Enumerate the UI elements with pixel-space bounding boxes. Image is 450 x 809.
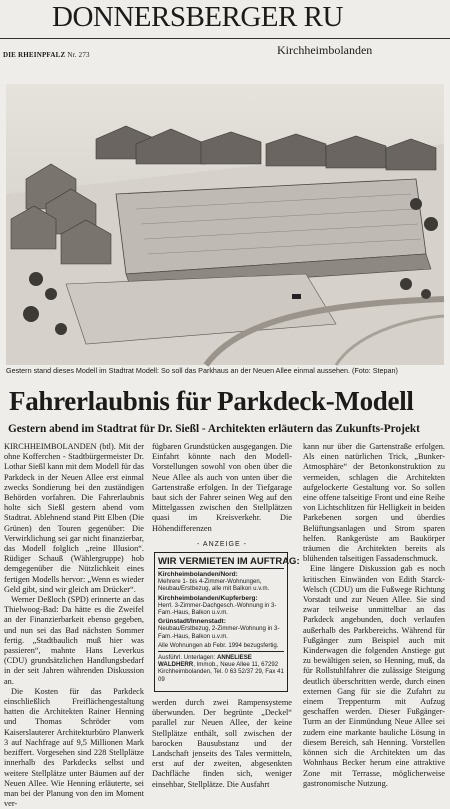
ad-entry — [158, 571, 284, 593]
ad-entry-heading: Kirchheimbolanden/Kupferberg: — [158, 594, 258, 602]
paragraph: Werner Deßloch (SPD) erinnerte an das Thielwoog-Bad: Da hätte es die Zweifel an der Finanzierbarkeit ebenso gegeben, und nun sei das Bad nächsten Sommer fertig. „Stadtbaulich muß hier was passieren“, mahnte Hans Leverkus (CDU) grundsätzlichen Handlungsbedarf in der seit Jahren währenden Diskussion an. — [4, 595, 144, 686]
ad-contact-details: , Immob., Neue Allee 11, 67292 Kirchheimbolanden, Tel. 0 63 52/37 29, Fax 41 09 — [158, 661, 284, 683]
ad-entry-text: Neubau/Erstbezug, 2-Zimmer-Wohnung in 3-Fam.-Haus, Balkon u.v.m. — [158, 625, 280, 640]
paper-name: DIE RHEINPFALZ — [3, 51, 66, 59]
ad-entry — [158, 595, 284, 617]
ad-contact-name: ANNELIESE WALDHERR — [158, 654, 252, 669]
article-column-1 — [4, 442, 144, 809]
masthead — [0, 0, 450, 59]
newspaper-section-title: DONNERSBERGER RU — [52, 1, 343, 33]
paragraph: KIRCHHEIMBOLANDEN (btl). Mit der ohne Kofferchen - Stadtbürgermeister Dr. Lothar Sießl kann mit dem Modell für das Parkdeck in der Neuen Allee erst einmal zwecks Sondierung bei den zuständigen Behörden vorfahren. Die Fahrerlaubnis holte sich Sießl gestern abend vom Stadtrat. Ablehnend stand Pitt Elben (Die Grünen) den Touren gegenüber: Die Verwirklichung sei gar nicht finanzierbar, das Modell folglich „reine Illusion“. Rüdiger Schauß (Wählergruppe) hob demgegenüber die Nützlichkeit eines fertigen Modells hervor: „Wenn es wieder Geld gibt, sind wir gleich am Drücker“. — [4, 442, 144, 594]
ad-contact — [158, 651, 284, 683]
article-subhead: Gestern abend im Stadtrat für Dr. Sießl - Architekten erläutern das Zukunfts-Projekt — [8, 423, 420, 435]
newspaper-name — [3, 51, 90, 59]
article-column-2 — [152, 442, 292, 542]
ad-entry-heading: Kirchheimbolanden/Nord: — [158, 571, 238, 578]
issue-number: Nr. 273 — [67, 51, 90, 59]
ad-availability: Alle Wohnungen ab Febr. 1994 bezugsfertig. — [158, 641, 279, 649]
advertisement-label: - ANZEIGE - — [197, 541, 247, 548]
ad-entry-heading: Grünstadt/Innenstadt: — [158, 618, 226, 626]
parkdeck-model-photo — [6, 84, 444, 365]
ad-contact-prefix: Ausführl. Unterlagen: — [158, 654, 216, 662]
ad-entry-text: Herrl. 3-Zimmer-Dachgesch.-Wohnung in 3-Fam.-Haus, Balkon u.v.m. — [158, 601, 277, 617]
rental-advertisement — [154, 552, 300, 692]
ad-entry-text: Mehrere 1- bis 4-Zimmer-Wohnungen, Neubau/Erstbezug, alle mit Balkon u.v.m. — [158, 578, 270, 593]
paragraph: werden durch zwei Rampensysteme überwunden. Der begrünte „Deckel“ parallel zur Neuen Allee, der keine Stellplätze enthält, soll zwischen der barocken Bausubstanz und der Landschaft jenseits des Tales vermitteln, erst auf der zweiten, abgesenkten Dachfläche finden sich, weniger einsehbar, Stellplätze. Die Ausfahrt — [152, 698, 292, 789]
paragraph: Eine längere Diskussion gab es noch kritischen Einwänden von Edith Starck-Welsch (CDU) um die Fußwege Richtung Vorstadt und zur Neuen Allee. Sie sind zwar teilweise unmittelbar an das Parkdeck angebunden, doch verlaufen außerhalb des Parkbereichs. Während für Fußgänger zum Beispiel auch mit Kinderwagen die folgenden Anstiege gut zu bewältigen seien, so Henning, muß, da für Rollstuhlfahrer die zulässige Steigung deutlich überschritten werde, durch einen externen Gang für sie die Zufahrt zu einem Treppenturm mit Aufzug geschaffen werden. Dieser Fußgänger-Turm an der Einmündung Neue Allee sei zudem eine markante bauliche Lösung in diesem Bereich, sah Henning. Vorstellen können sich die Architekten um das Wohnhaus Becker herum eine attraktive Zone mit Terrasse, möglicherweise gastronomische Nutzung. — [303, 564, 445, 788]
architectural-model-image — [6, 84, 444, 365]
article-column-2-continued — [152, 698, 292, 789]
article-column-3 — [303, 442, 445, 788]
ad-title: WIR VERMIETEN IM AUFTRAG: — [158, 556, 300, 567]
paragraph: fügbaren Grundstücken ausgegangen. Die Einfahrt könnte nach den Modell-Vorstellungen sowohl von oben über die Neue Allee als auch von unten über die Gartenstraße erfolgen. In der Tiefgarage baut sich der Fahrer seinen Weg auf den Mittelgassen zwischen den Stellplätzen quasi im Kreisverkehr. Die Höhendifferenzen — [152, 442, 292, 533]
region-label: Kirchheimbolanden — [277, 43, 373, 57]
paragraph: Die Kosten für das Parkdeck einschließlich Freiflächengestaltung hatten die Architekten Rainer Henning und Thomas Schröder vom Kaiserslauterer Architekturbüro Planwerk 3 auf Nachfrage auf 9,5 Millionen Mark beziffert. Vorgesehen sind 228 Stellplätze innerhalb des Parkdecks selbst und weitere Stellplätze unter Bäumen auf der Neuen Allee. Wie Henning erläuterte, sei man bei der Planung von den im Moment ver- — [4, 686, 144, 809]
masthead-rule — [0, 38, 450, 39]
ad-entry — [158, 618, 284, 640]
article-headline: Fahrerlaubnis für Parkdeck-Modell — [9, 386, 414, 416]
paragraph: kann nur über die Gartenstraße erfolgen. Als einen natürlichen Trick, „Bunker-Atmosphäre“ der Betonkonstruktion zu vermeiden, schlagen die Architekten aufgelockerte Gestaltung vor. So sollen eine offene talseitige Front und eine Reihe von Lichtschlitzen für Helligkeit in beiden Parkebenen sorgen und überdies Belüftungsanlagen und Strom sparen helfen. Rankgerüste am Baukörper träumen die Architekten bereits als blühenden talseitigen Fassadenschmuck. — [303, 442, 445, 564]
photo-caption: Gestern stand dieses Modell im Stadtrat Modell: So soll das Parkhaus an der Neuen Allee einmal aussehen. (Foto: Stepan) — [6, 366, 398, 375]
